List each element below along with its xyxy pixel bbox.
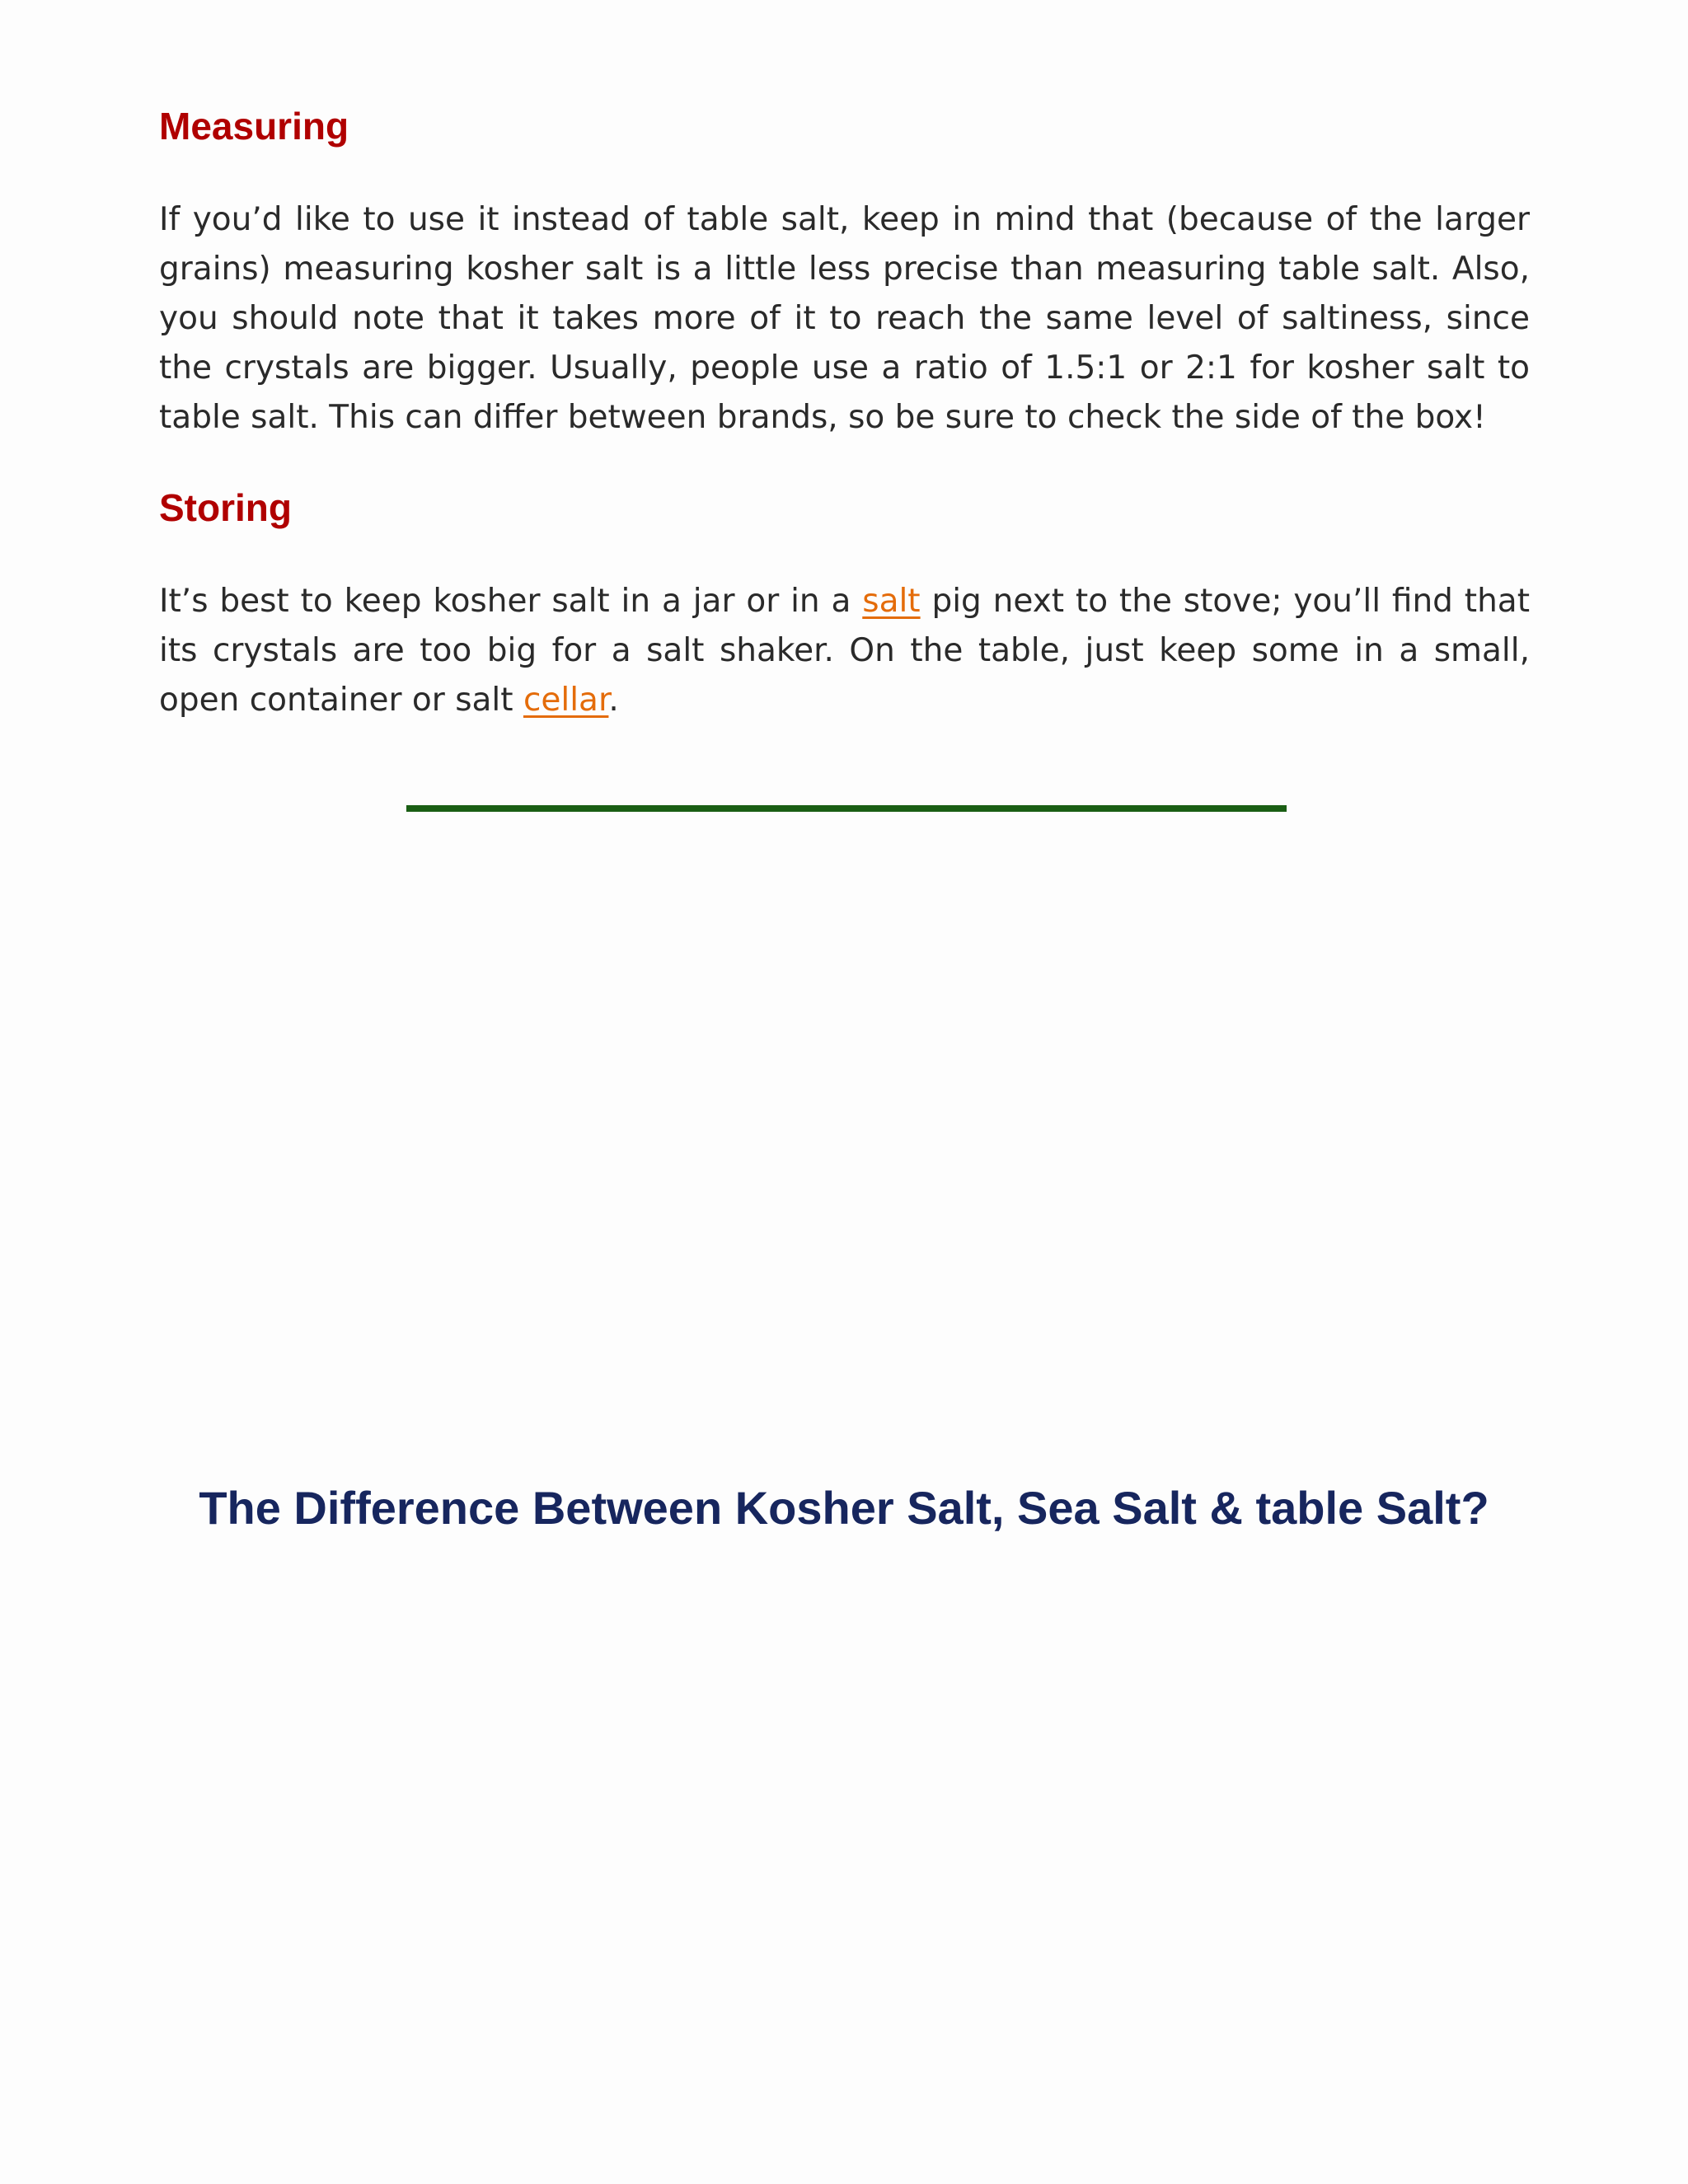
measuring-paragraph: If you’d like to use it instead of table salt, keep in mind that (because of the larger grains) measuring kosher salt is a little less precise than measuring table salt. Also, you should note that it takes more of it to reach the same level of saltiness, since the crystals are bigger. Usually, people use a ratio of 1.5:1 or 2:1 for kosher salt to table salt. This can differ between brands, so be sure to check the side of the box! bbox=[159, 201, 1530, 436]
green-divider bbox=[406, 805, 1287, 812]
cellar-link[interactable]: cellar bbox=[523, 682, 609, 719]
storing-text-part3: . bbox=[608, 682, 619, 719]
measuring-heading: Measuring bbox=[159, 105, 349, 148]
storing-heading: Storing bbox=[159, 486, 292, 529]
salt-link[interactable]: salt bbox=[862, 583, 921, 620]
storing-text-part1: It’s best to keep kosher salt in a jar or in a bbox=[159, 583, 863, 620]
storing-paragraph bbox=[159, 577, 1530, 725]
main-heading: The Difference Between Kosher Salt, Sea Salt & table Salt? bbox=[199, 1482, 1489, 1534]
storing-text-part2: pig next to the stove; you’ll find that its crystals are too big for a salt shaker. On the table, just keep some in a small, open container or salt bbox=[159, 583, 1530, 719]
